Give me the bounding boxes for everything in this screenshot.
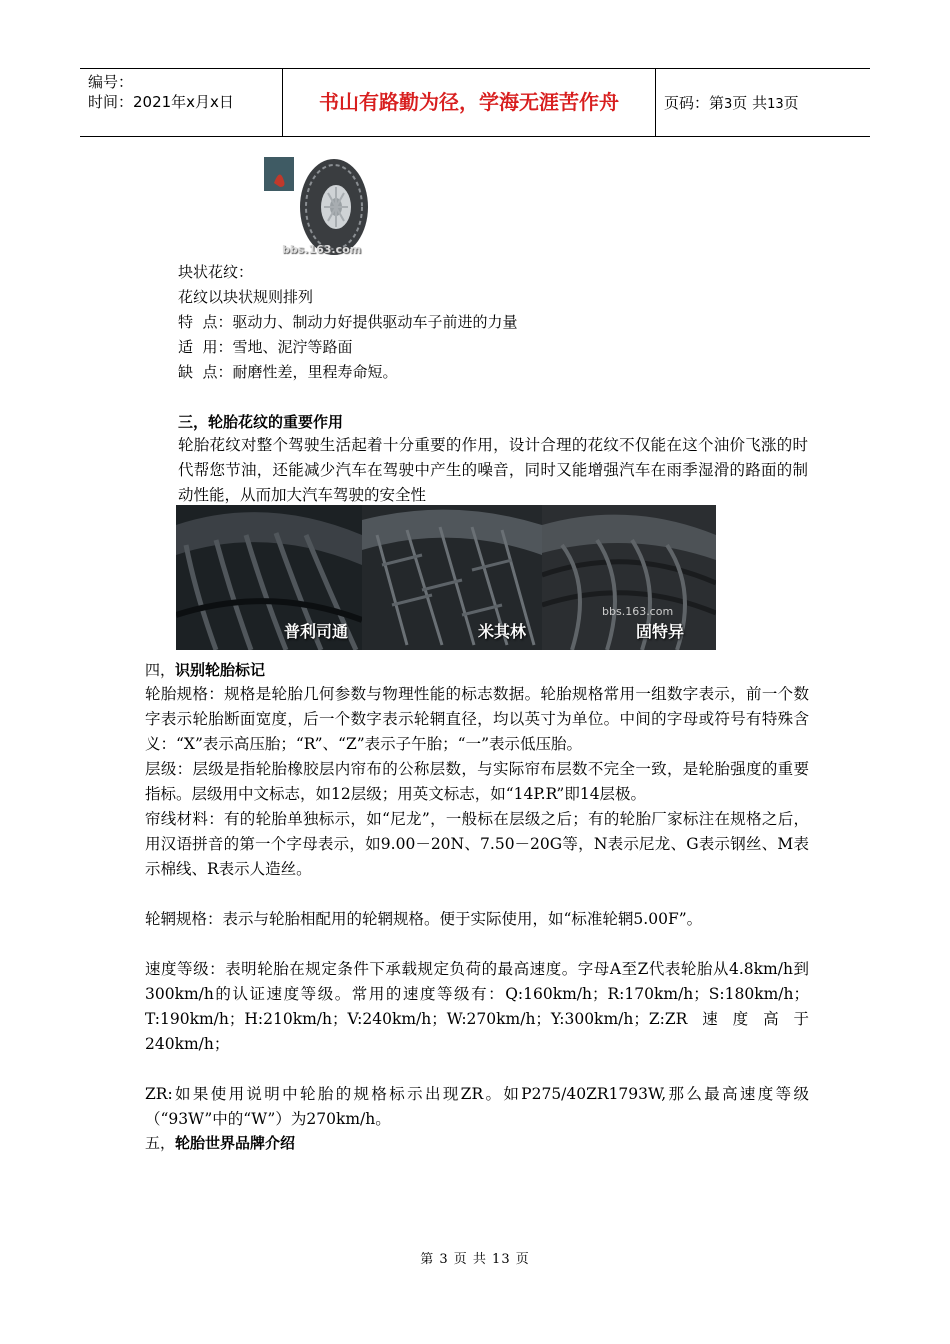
page-footer: 第 3 页 共 13 页 [420,1252,530,1267]
tread-panel-3 [542,505,716,650]
section4-speed-rating: 速度等级：表明轮胎在规定条件下承载规定负荷的最高速度。字母A至Z代表轮胎从4.8km/h到300km/h的认证速度等级。常用的速度等级有：Q:160km/h；R:170km/h；S:180km/h；T:190km/h；H:210km/h；V:240km/h；W:270km/h；Y:300km/h；Z:ZR速度高于240km/h； [145,960,809,1053]
block-pattern-feature: 特 点：驱动力、制动力好提供驱动车子前进的力量 [178,313,518,331]
section4-tire-size: 轮胎规格：规格是轮胎几何参数与物理性能的标志数据。轮胎规格常用一组数字表示，前一个数字表示轮胎断面宽度，后一个数字表示轮辋直径，均以英寸为单位。中间的字母或符号有特殊含义：“X”表示高压胎；“R”、“Z”表示子午胎；“一”表示低压胎。 [145,685,809,753]
serial-label: 编号： [88,73,134,91]
tread-caption-3: 固特异 [636,622,685,641]
page-prefix: 页码：第 [664,94,725,112]
tread-svg-3 [542,505,716,650]
block-pattern-title: 块状花纹： [178,263,254,281]
header-page-info [664,92,799,113]
section5-heading-text: 轮胎世界品牌介绍 [175,1134,296,1152]
block-pattern-tire-figure [262,155,392,263]
section4-ply-rating: 层级：层级是指轮胎橡胶层内帘布的公称层数，与实际帘布层数不完全一致，是轮胎强度的重要指标。层级用中文标志，如12层级；用英文标志，如“14P.R”即14层极。 [145,760,809,803]
section3-body: 轮胎花纹对整个驾驶生活起着十分重要的作用，设计合理的花纹不仅能在这个油价飞涨的时代帮您节油，还能减少汽车在驾驶中产生的噪音，同时又能增强汽车在雨季湿滑的路面的制动性能，从而加大汽车驾驶的安全性 [178,436,808,504]
page-mid: 页 共 [732,94,768,112]
figure-watermark: bbs.163.com [282,243,362,256]
section3-heading: 三，轮胎花纹的重要作用 [178,413,344,431]
header-bottom-rule [80,136,870,137]
block-pattern-usage: 适 用：雪地、泥泞等路面 [178,338,353,356]
header-divider-right [655,68,656,136]
block-pattern-line1: 花纹以块状规则排列 [178,288,314,306]
tread-caption-1: 普利司通 [284,622,349,641]
block-pattern-drawback: 缺 点：耐磨性差，里程寿命短。 [178,363,398,381]
tread-caption-2: 米其林 [478,622,527,641]
section5-heading-prefix: 五， [145,1134,176,1152]
tread-panel-2 [362,505,542,650]
page-total: 13 [767,97,784,112]
section4-heading [145,658,265,683]
section4-zr-note: ZR:如果使用说明中轮胎的规格标示出现ZR。如P275/40ZR1793W,那么最高速度等级（“93W”中的“W”）为270km/h。 [145,1085,809,1128]
header-motto: 书山有路勤为径，学海无涯苦作舟 [319,90,619,114]
page-suffix: 页 [783,94,799,112]
section5-heading [145,1131,295,1156]
tread-watermark: bbs.163.com [602,605,674,618]
section4-rim-size: 轮辋规格：表示与轮胎相配用的轮辋规格。便于实际使用，如“标准轮辋5.00F”。 [145,910,703,928]
time-label: 时间：2021年x月x日 [88,93,234,111]
section4-heading-prefix: 四， [145,661,176,679]
page-current: 3 [724,97,733,112]
tread-panel-1 [176,505,362,650]
section4-cord-material: 帘线材料：有的轮胎单独标示，如“尼龙”，一般标在层级之后；有的轮胎厂家标注在规格之后，用汉语拼音的第一个字母表示，如9.00－20N、7.50－20G等，N表示尼龙、G表示钢丝、M表示棉线、R表示人造丝。 [145,810,809,878]
section4-heading-text: 识别轮胎标记 [175,661,266,679]
